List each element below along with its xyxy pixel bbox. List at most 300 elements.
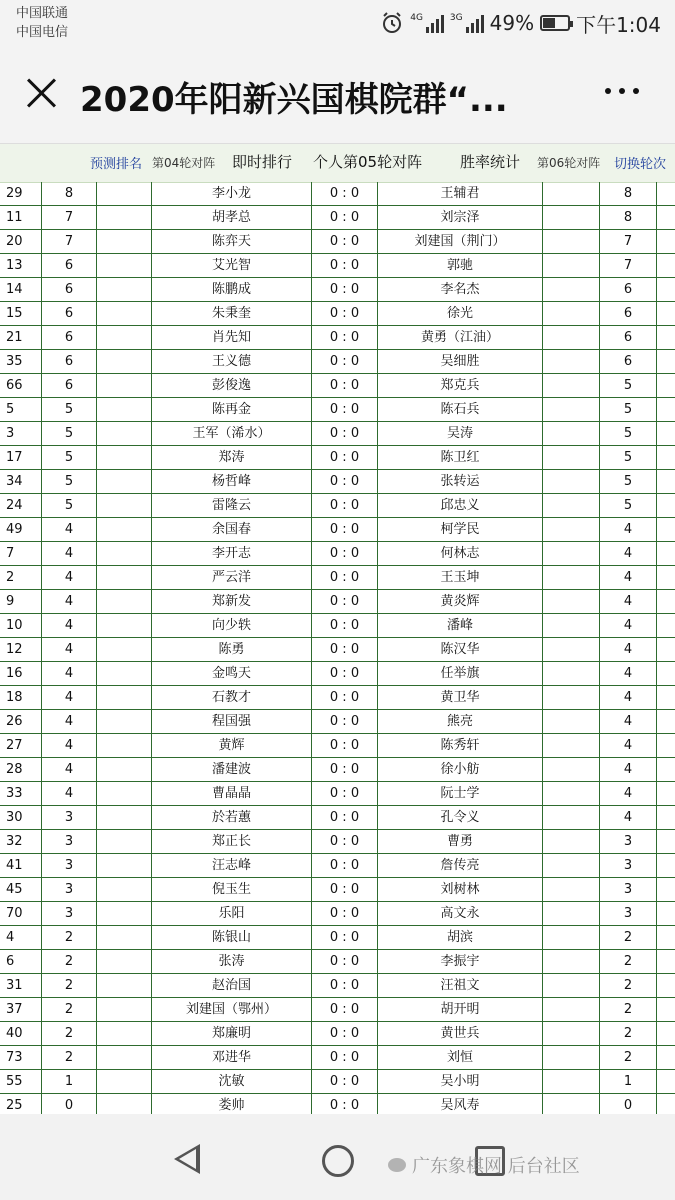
nav-winrate[interactable]: 胜率统计	[460, 153, 521, 171]
table-cell-number: 70	[0, 902, 42, 925]
table-cell-white-score: 2	[600, 926, 657, 949]
table-cell-empty	[97, 254, 152, 277]
table-cell-empty	[97, 302, 152, 325]
table-cell-result: 0 : 0	[312, 590, 378, 613]
table-cell-white-score: 2	[600, 950, 657, 973]
table-cell-white-player: 王玉坤	[378, 566, 543, 589]
table-cell-white-player: 刘宗泽	[378, 206, 543, 229]
table-row	[0, 854, 675, 878]
table-cell-black-player: 郑新发	[152, 590, 312, 613]
table-cell-empty	[97, 590, 152, 613]
table-cell-empty	[657, 566, 675, 589]
table-cell-empty	[543, 182, 600, 205]
table-cell-black-player: 郑正长	[152, 830, 312, 853]
table-cell-number: 11	[0, 206, 42, 229]
table-cell-empty	[657, 350, 675, 373]
table-cell-black-score: 7	[42, 206, 97, 229]
table-cell-empty	[97, 782, 152, 805]
table-row	[0, 926, 675, 950]
table-cell-white-player: 阮士学	[378, 782, 543, 805]
table-cell-result: 0 : 0	[312, 950, 378, 973]
table-cell-empty	[543, 710, 600, 733]
table-cell-white-player: 黄卫华	[378, 686, 543, 709]
table-cell-empty	[97, 446, 152, 469]
table-cell-white-score: 5	[600, 446, 657, 469]
table-cell-empty	[97, 734, 152, 757]
table-cell-result: 0 : 0	[312, 422, 378, 445]
table-cell-empty	[657, 494, 675, 517]
table-cell-empty	[657, 878, 675, 901]
table-row	[0, 950, 675, 974]
table-cell-black-player: 向少轶	[152, 614, 312, 637]
table-cell-result: 0 : 0	[312, 662, 378, 685]
table-row	[0, 470, 675, 494]
table-cell-white-score: 5	[600, 470, 657, 493]
table-cell-black-score: 6	[42, 374, 97, 397]
table-cell-result: 0 : 0	[312, 398, 378, 421]
table-cell-white-player: 刘恒	[378, 1046, 543, 1069]
nav-live-rank[interactable]: 即时排行	[232, 153, 293, 171]
table-cell-white-player: 熊亮	[378, 710, 543, 733]
table-cell-white-score: 4	[600, 518, 657, 541]
table-cell-white-score: 5	[600, 494, 657, 517]
table-cell-number: 2	[0, 566, 42, 589]
battery-icon	[540, 15, 570, 31]
table-cell-black-score: 4	[42, 566, 97, 589]
table-cell-empty	[543, 422, 600, 445]
table-cell-number: 66	[0, 374, 42, 397]
table-cell-empty	[97, 1022, 152, 1045]
round-nav	[0, 144, 675, 183]
watermark	[388, 1152, 580, 1178]
table-cell-black-player: 石教才	[152, 686, 312, 709]
table-cell-black-player: 汪志峰	[152, 854, 312, 877]
table-cell-empty	[657, 950, 675, 973]
table-cell-result: 0 : 0	[312, 278, 378, 301]
table-cell-result: 0 : 0	[312, 254, 378, 277]
table-cell-black-score: 6	[42, 326, 97, 349]
table-cell-empty	[97, 206, 152, 229]
status-bar	[0, 0, 675, 48]
table-cell-empty	[543, 830, 600, 853]
table-cell-black-player: 陈弈天	[152, 230, 312, 253]
table-cell-number: 35	[0, 350, 42, 373]
table-cell-black-score: 2	[42, 1022, 97, 1045]
table-cell-white-player: 徐光	[378, 302, 543, 325]
table-cell-black-score: 2	[42, 1046, 97, 1069]
table-cell-empty	[657, 542, 675, 565]
table-cell-white-score: 5	[600, 374, 657, 397]
table-cell-white-score: 4	[600, 542, 657, 565]
table-cell-empty	[543, 494, 600, 517]
table-cell-white-player: 张转运	[378, 470, 543, 493]
table-cell-number: 9	[0, 590, 42, 613]
table-cell-result: 0 : 0	[312, 782, 378, 805]
table-cell-result: 0 : 0	[312, 182, 378, 205]
table-cell-result: 0 : 0	[312, 470, 378, 493]
table-cell-number: 16	[0, 662, 42, 685]
table-cell-black-score: 0	[42, 1094, 97, 1117]
table-cell-number: 33	[0, 782, 42, 805]
table-cell-black-player: 余国春	[152, 518, 312, 541]
table-cell-empty	[97, 326, 152, 349]
table-cell-empty	[657, 974, 675, 997]
table-cell-result: 0 : 0	[312, 830, 378, 853]
table-cell-white-score: 0	[600, 1094, 657, 1117]
table-cell-empty	[97, 542, 152, 565]
battery-percent: 49%	[489, 11, 535, 35]
table-cell-number: 18	[0, 686, 42, 709]
table-cell-empty	[657, 278, 675, 301]
table-cell-black-score: 5	[42, 494, 97, 517]
table-cell-white-player: 吴涛	[378, 422, 543, 445]
table-cell-white-player: 曹勇	[378, 830, 543, 853]
table-row	[0, 398, 675, 422]
table-cell-black-player: 艾光智	[152, 254, 312, 277]
table-cell-white-score: 5	[600, 398, 657, 421]
table-cell-empty	[97, 398, 152, 421]
table-cell-result: 0 : 0	[312, 710, 378, 733]
table-cell-white-player: 陈汉华	[378, 638, 543, 661]
table-cell-result: 0 : 0	[312, 1022, 378, 1045]
table-cell-number: 30	[0, 806, 42, 829]
table-cell-empty	[657, 854, 675, 877]
table-cell-white-score: 2	[600, 974, 657, 997]
table-cell-black-score: 6	[42, 350, 97, 373]
table-cell-black-player: 倪玉生	[152, 878, 312, 901]
table-cell-number: 13	[0, 254, 42, 277]
table-cell-black-score: 6	[42, 302, 97, 325]
table-cell-empty	[657, 182, 675, 205]
table-cell-empty	[657, 638, 675, 661]
table-cell-empty	[97, 902, 152, 925]
table-cell-black-score: 2	[42, 974, 97, 997]
table-cell-empty	[97, 422, 152, 445]
table-cell-white-score: 3	[600, 854, 657, 877]
table-cell-black-player: 娄帅	[152, 1094, 312, 1117]
table-cell-white-player: 邱忠义	[378, 494, 543, 517]
table-cell-result: 0 : 0	[312, 446, 378, 469]
table-row	[0, 1070, 675, 1094]
table-cell-empty	[97, 374, 152, 397]
table-cell-black-score: 4	[42, 734, 97, 757]
home-icon[interactable]	[322, 1145, 354, 1177]
table-cell-white-player: 吴小明	[378, 1070, 543, 1093]
table-cell-empty	[657, 518, 675, 541]
table-cell-white-score: 8	[600, 206, 657, 229]
table-cell-number: 28	[0, 758, 42, 781]
table-cell-white-player: 詹传亮	[378, 854, 543, 877]
more-menu-icon[interactable]	[605, 88, 639, 94]
table-cell-empty	[543, 302, 600, 325]
table-cell-white-score: 3	[600, 878, 657, 901]
table-cell-black-score: 4	[42, 710, 97, 733]
table-cell-number: 10	[0, 614, 42, 637]
table-cell-black-player: 乐阳	[152, 902, 312, 925]
signal-1-tag: 4G	[410, 13, 423, 23]
table-cell-black-score: 4	[42, 542, 97, 565]
table-cell-black-player: 李开志	[152, 542, 312, 565]
nav-round-04[interactable]: 第04轮对阵	[152, 156, 216, 170]
table-cell-white-score: 6	[600, 302, 657, 325]
table-cell-result: 0 : 0	[312, 902, 378, 925]
table-row	[0, 614, 675, 638]
table-cell-empty	[97, 1070, 152, 1093]
table-cell-result: 0 : 0	[312, 326, 378, 349]
signal-icon	[410, 13, 444, 33]
table-cell-number: 5	[0, 398, 42, 421]
table-cell-number: 34	[0, 470, 42, 493]
table-row	[0, 758, 675, 782]
table-cell-empty	[97, 182, 152, 205]
table-cell-empty	[543, 206, 600, 229]
table-row	[0, 566, 675, 590]
table-cell-black-score: 4	[42, 518, 97, 541]
table-cell-empty	[543, 542, 600, 565]
table-cell-empty	[97, 974, 152, 997]
table-cell-empty	[657, 446, 675, 469]
table-cell-result: 0 : 0	[312, 542, 378, 565]
table-cell-black-score: 3	[42, 878, 97, 901]
table-cell-empty	[543, 854, 600, 877]
table-cell-empty	[657, 830, 675, 853]
table-cell-number: 41	[0, 854, 42, 877]
table-cell-result: 0 : 0	[312, 974, 378, 997]
table-row	[0, 422, 675, 446]
table-row	[0, 1046, 675, 1070]
table-cell-white-player: 高文永	[378, 902, 543, 925]
table-cell-number: 29	[0, 182, 42, 205]
table-cell-black-player: 曹晶晶	[152, 782, 312, 805]
table-cell-empty	[97, 566, 152, 589]
table-cell-black-score: 5	[42, 422, 97, 445]
table-cell-empty	[97, 614, 152, 637]
table-cell-empty	[543, 758, 600, 781]
table-cell-white-score: 2	[600, 998, 657, 1021]
table-cell-white-score: 6	[600, 278, 657, 301]
table-cell-black-player: 张涛	[152, 950, 312, 973]
table-cell-empty	[657, 1070, 675, 1093]
close-icon[interactable]	[24, 76, 58, 110]
table-cell-result: 0 : 0	[312, 302, 378, 325]
table-cell-result: 0 : 0	[312, 494, 378, 517]
table-cell-empty	[97, 878, 152, 901]
table-cell-black-score: 2	[42, 950, 97, 973]
table-cell-empty	[657, 1022, 675, 1045]
table-cell-empty	[543, 470, 600, 493]
table-cell-empty	[657, 782, 675, 805]
table-cell-black-score: 3	[42, 806, 97, 829]
table-row	[0, 350, 675, 374]
table-cell-result: 0 : 0	[312, 350, 378, 373]
nav-switch-round[interactable]: 切换轮次	[614, 157, 667, 172]
signal-2-tag: 3G	[449, 13, 463, 23]
table-cell-white-player: 郑克兵	[378, 374, 543, 397]
table-cell-black-player: 肖先知	[152, 326, 312, 349]
nav-predict-rank[interactable]: 预测排名	[90, 157, 143, 172]
table-cell-black-player: 彭俊逸	[152, 374, 312, 397]
table-cell-black-player: 李小龙	[152, 182, 312, 205]
table-cell-empty	[97, 350, 152, 373]
table-cell-black-player: 沈敏	[152, 1070, 312, 1093]
table-cell-empty	[657, 206, 675, 229]
table-cell-result: 0 : 0	[312, 1070, 378, 1093]
table-cell-white-score: 1	[600, 1070, 657, 1093]
table-row	[0, 638, 675, 662]
table-cell-empty	[543, 590, 600, 613]
table-cell-white-score: 5	[600, 422, 657, 445]
table-cell-white-player: 何林志	[378, 542, 543, 565]
table-cell-white-player: 潘峰	[378, 614, 543, 637]
table-cell-white-player: 胡开明	[378, 998, 543, 1021]
table-cell-black-player: 胡孝总	[152, 206, 312, 229]
table-cell-result: 0 : 0	[312, 878, 378, 901]
table-cell-black-score: 4	[42, 686, 97, 709]
table-cell-black-player: 陈再金	[152, 398, 312, 421]
table-cell-black-player: 黄辉	[152, 734, 312, 757]
table-cell-result: 0 : 0	[312, 518, 378, 541]
table-cell-black-score: 8	[42, 182, 97, 205]
table-cell-empty	[657, 734, 675, 757]
table-cell-black-score: 5	[42, 398, 97, 421]
table-row	[0, 230, 675, 254]
back-icon[interactable]	[174, 1144, 200, 1174]
table-cell-empty	[543, 686, 600, 709]
table-cell-white-score: 8	[600, 182, 657, 205]
table-row	[0, 662, 675, 686]
table-cell-black-score: 7	[42, 230, 97, 253]
table-cell-empty	[97, 278, 152, 301]
table-cell-result: 0 : 0	[312, 614, 378, 637]
table-cell-number: 20	[0, 230, 42, 253]
table-cell-white-player: 刘建国（荆门）	[378, 230, 543, 253]
table-cell-result: 0 : 0	[312, 926, 378, 949]
pairing-table	[0, 182, 675, 1142]
table-cell-empty	[657, 422, 675, 445]
table-row	[0, 902, 675, 926]
table-cell-number: 14	[0, 278, 42, 301]
table-cell-empty	[543, 374, 600, 397]
table-cell-white-player: 柯学民	[378, 518, 543, 541]
table-cell-white-score: 4	[600, 710, 657, 733]
table-cell-white-score: 3	[600, 830, 657, 853]
table-cell-white-player: 黄勇（江油）	[378, 326, 543, 349]
table-row	[0, 446, 675, 470]
wechat-icon	[388, 1158, 406, 1172]
table-cell-result: 0 : 0	[312, 686, 378, 709]
table-cell-black-score: 4	[42, 758, 97, 781]
table-cell-empty	[97, 230, 152, 253]
table-cell-black-score: 1	[42, 1070, 97, 1093]
table-row	[0, 1022, 675, 1046]
table-cell-number: 25	[0, 1094, 42, 1117]
table-cell-black-player: 邓进华	[152, 1046, 312, 1069]
table-cell-black-player: 潘建波	[152, 758, 312, 781]
table-cell-empty	[97, 950, 152, 973]
table-cell-empty	[543, 278, 600, 301]
table-cell-number: 55	[0, 1070, 42, 1093]
table-cell-empty	[97, 926, 152, 949]
table-cell-empty	[97, 470, 152, 493]
table-cell-black-score: 6	[42, 278, 97, 301]
title-bar	[0, 48, 675, 144]
status-icons	[380, 8, 661, 38]
table-cell-white-player: 李名杰	[378, 278, 543, 301]
table-cell-black-score: 2	[42, 926, 97, 949]
table-cell-empty	[543, 1046, 600, 1069]
table-cell-empty	[97, 998, 152, 1021]
table-cell-white-player: 刘树林	[378, 878, 543, 901]
alarm-icon	[380, 11, 404, 35]
table-cell-empty	[97, 1046, 152, 1069]
table-row	[0, 686, 675, 710]
nav-round-06[interactable]: 第06轮对阵	[537, 156, 601, 170]
table-cell-empty	[543, 614, 600, 637]
table-cell-result: 0 : 0	[312, 758, 378, 781]
table-cell-empty	[657, 926, 675, 949]
table-cell-white-score: 4	[600, 782, 657, 805]
table-row	[0, 518, 675, 542]
table-row	[0, 182, 675, 206]
table-cell-black-player: 郑廉明	[152, 1022, 312, 1045]
table-cell-number: 45	[0, 878, 42, 901]
table-cell-white-score: 4	[600, 758, 657, 781]
table-row	[0, 326, 675, 350]
table-cell-number: 49	[0, 518, 42, 541]
table-row	[0, 878, 675, 902]
table-cell-black-score: 4	[42, 662, 97, 685]
table-cell-empty	[543, 398, 600, 421]
carrier-2: 中国电信	[16, 25, 69, 40]
table-cell-black-player: 王义德	[152, 350, 312, 373]
table-cell-empty	[657, 662, 675, 685]
table-cell-result: 0 : 0	[312, 998, 378, 1021]
table-cell-black-score: 2	[42, 998, 97, 1021]
table-cell-result: 0 : 0	[312, 734, 378, 757]
table-cell-black-score: 4	[42, 590, 97, 613]
table-cell-black-player: 陈勇	[152, 638, 312, 661]
table-cell-white-player: 陈卫红	[378, 446, 543, 469]
table-cell-black-score: 3	[42, 854, 97, 877]
table-cell-empty	[97, 710, 152, 733]
table-cell-empty	[543, 950, 600, 973]
table-cell-number: 4	[0, 926, 42, 949]
table-cell-black-score: 3	[42, 902, 97, 925]
battery-fill	[543, 18, 555, 28]
table-cell-empty	[657, 710, 675, 733]
table-cell-number: 12	[0, 638, 42, 661]
table-row	[0, 542, 675, 566]
table-cell-number: 6	[0, 950, 42, 973]
table-cell-white-player: 任举旗	[378, 662, 543, 685]
table-cell-empty	[657, 590, 675, 613]
nav-personal-round-05[interactable]: 个人第05轮对阵	[313, 153, 423, 171]
table-cell-black-score: 4	[42, 782, 97, 805]
table-cell-white-player: 王辅君	[378, 182, 543, 205]
table-cell-empty	[543, 902, 600, 925]
table-cell-empty	[97, 830, 152, 853]
table-cell-empty	[657, 614, 675, 637]
table-cell-empty	[543, 638, 600, 661]
table-cell-white-player: 孔令义	[378, 806, 543, 829]
table-cell-white-score: 4	[600, 686, 657, 709]
table-cell-empty	[543, 230, 600, 253]
table-cell-empty	[657, 374, 675, 397]
table-cell-empty	[543, 1022, 600, 1045]
table-cell-white-score: 4	[600, 566, 657, 589]
table-row	[0, 806, 675, 830]
table-cell-empty	[97, 638, 152, 661]
